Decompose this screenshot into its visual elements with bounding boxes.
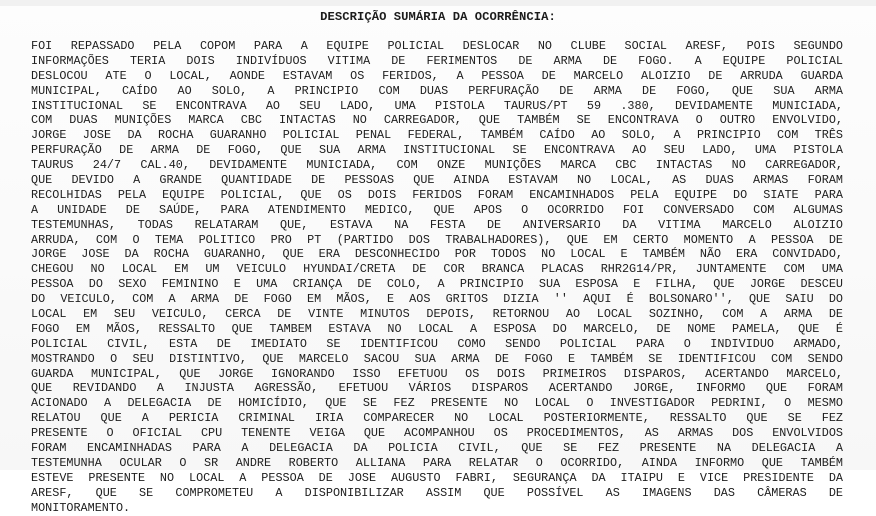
- description-line: MUNICIPAL, CAÍDO AO SOLO, A PRINCIPIO COM DUAS PERFURAÇÃO DE ARMA DE FOGO, QUE SUA ARMA: [31, 83, 843, 98]
- page-title: DESCRIÇÃO SUMÁRIA DA OCORRÊNCIA:: [320, 10, 556, 24]
- description-line: ARRUDA, COM O TEMA POLITICO PRO PT (PARTIDO DOS TRABALHADORES), QUE EM CERTO MOMENTO A PESSOA DE: [31, 232, 843, 247]
- description-line: PESSOA DO SEXO FEMININO E UMA CRIANÇA DE COLO, A PRINCIPIO SUA ESPOSA E FILHA, QUE JORGE DESCEU: [31, 277, 843, 292]
- description-line: INFORMAÇÕES TERIA DOIS INDIVÍDUOS VITIMA DE FERIMENTOS DE ARMA DE FOGO. A EQUIPE POLICIAL: [31, 53, 843, 68]
- description-line: POLICIAL CIVIL, ESTA DE IMEDIATO SE IDENTIFICOU COMO SENDO POLICIAL PARA O INDIVIDUO ARMADO,: [31, 336, 843, 351]
- description-line: MONITORAMENTO.: [31, 500, 131, 515]
- description-line: PERFURAÇÃO DE ARMA DE FOGO, QUE SUA ARMA INSTITUCIONAL SE ENCONTRAVA AO SEU LADO, UMA PISTOLA: [31, 143, 843, 158]
- description-line: PRESENTE O OFICIAL CPU TENENTE VEIGA QUE ACOMPANHOU OS PROCEDIMENTOS, AS ARMAS DOS ENVOLVIDOS: [31, 426, 843, 441]
- description-line: FOI REPASSADO PELA COPOM PARA A EQUIPE POLICIAL DESLOCAR NO CLUBE SOCIAL ARESF, POIS SEGUNDO: [31, 39, 843, 53]
- description-line: CHEGOU NO LOCAL EM UM VEICULO HYUNDAI/CRETA DE COR BRANCA PLACAS RHR2G14/PR, JUNTAMENTE COM UMA: [31, 262, 843, 277]
- description-line: RECOLHIDAS PELA EQUIPE POLICIAL, QUE OS DOIS FERIDOS FORAM ENCAMINHADOS PELA EQUIPE DO SIATE PARA: [31, 187, 843, 202]
- description-line: INSTITUCIONAL SE ENCONTRAVA AO SEU LADO, UMA PISTOLA TAURUS/PT 59 .380, DEVIDAMENTE MUNICIADA,: [31, 98, 843, 113]
- description-line: TESTEMUNHAS, TODAS RELATARAM QUE, ESTAVA NA FESTA DE ANIVERSARIO DA VITIMA MARCELO ALOIZIO: [31, 217, 843, 232]
- description-line: QUE REVIDANDO A INJUSTA AGRESSÃO, EFETUOU VÁRIOS DISPAROS ACERTANDO JORGE, INFORMO QUE FORAM: [31, 381, 843, 396]
- description-line: DESLOCOU ATE O LOCAL, AONDE ESTAVAM OS FERIDOS, A PESSOA DE MARCELO ALOIZIO DE ARRUDA GUARDA: [31, 68, 843, 83]
- description-line: JORGE JOSE DA ROCHA GUARANHO POLICIAL PENAL FEDERAL, TAMBÉM CAÍDO AO SOLO, A PRINCIPIO COM TRÊS: [31, 128, 843, 143]
- description-line: JORGE JOSE DA ROCHA GUARANHO, QUE ERA DESCONHECIDO POR TODOS NO LOCAL E TAMBÉM NÃO ERA CONVIDADO,: [31, 247, 843, 262]
- description-line: TAURUS 24/7 CAL.40, DEVIDAMENTE MUNICIADA, COM ONZE MUNIÇÕES MARCA CBC INTACTAS NO CARREGADOR,: [31, 158, 843, 173]
- description-line: ARESF, QUE SE COMPROMETEU A DISPONIBILIZAR ASSIM QUE POSSÍVEL AS IMAGENS DAS CÂMERAS DE: [31, 485, 843, 500]
- description-line: A UNIDADE DE SAÚDE, PARA ATENDIMENTO MEDICO, QUE APOS O OCORRIDO FOI CONVERSADO COM ALGUMAS: [31, 202, 843, 217]
- description-line: ACIONADO A DELEGACIA DE HOMICÍDIO, QUE SE FEZ PRESENTE NO LOCAL O INVESTIGADOR PEDRINI, O MESMO: [31, 396, 843, 411]
- description-line: QUE DEVIDO A GRANDE QUANTIDADE DE PESSOAS QUE AINDA ESTAVAM NO LOCAL, AS DUAS ARMAS FORAM: [31, 173, 843, 188]
- description-line: LOCAL EM SEU VEICULO, CERCA DE VINTE MINUTOS DEPOIS, RETORNOU AO LOCAL SOZINHO, COM A ARMA DE: [31, 307, 843, 322]
- description-line: ESTEVE PRESENTE NO LOCAL A PESSOA DE JOSE AUGUSTO FABRI, SEGURANÇA DA ITAIPU E VICE PRESIDENTE DA: [31, 470, 843, 485]
- description-line: COM DUAS MUNIÇÕES MARCA CBC INTACTAS NO CARREGADOR, QUE TAMBÉM SE ENCONTRAVA O OUTRO ENVOLVIDO,: [31, 113, 843, 128]
- description-line: RELATOU QUE A PERICIA CRIMINAL IRIA COMPARECER NO LOCAL POSTERIORMENTE, RESSALTO QUE SE FEZ: [31, 411, 843, 426]
- occurrence-description: [31, 39, 843, 515]
- top-divider: [0, 0, 876, 6]
- description-line: DO VEICULO, COM A ARMA DE FOGO EM MÃOS, E AOS GRITOS DIZIA '' AQUI É BOLSONARO'', QUE SAIU DO: [31, 292, 843, 307]
- description-line: MOSTRANDO O SEU DISTINTIVO, QUE MARCELO SACOU SUA ARMA DE FOGO E TAMBÉM SE IDENTIFICOU COM SENDO: [31, 351, 843, 366]
- description-line: FORAM ENCAMINHADAS PARA A DELEGACIA DA POLICIA CIVIL, QUE SE FEZ PRESENTE NA DELEGACIA A: [31, 441, 843, 456]
- description-line: GUARDA MUNICIPAL, QUE JORGE IGNORANDO ISSO EFETUOU OS DOIS PRIMEIROS DISPAROS, ACERTANDO MARCELO,: [31, 366, 843, 381]
- description-line: FOGO EM MÃOS, RESSALTO QUE TAMBEM ESTAVA NO LOCAL A ESPOSA DO MARCELO, DE NOME PAMELA, QUE É: [31, 321, 843, 336]
- description-line: TESTEMUNHA OCULAR O SR ANDRE ROBERTO ALLIANA PARA RELATAR O OCORRIDO, AINDA INFORMO QUE TAMBÉM: [31, 455, 843, 470]
